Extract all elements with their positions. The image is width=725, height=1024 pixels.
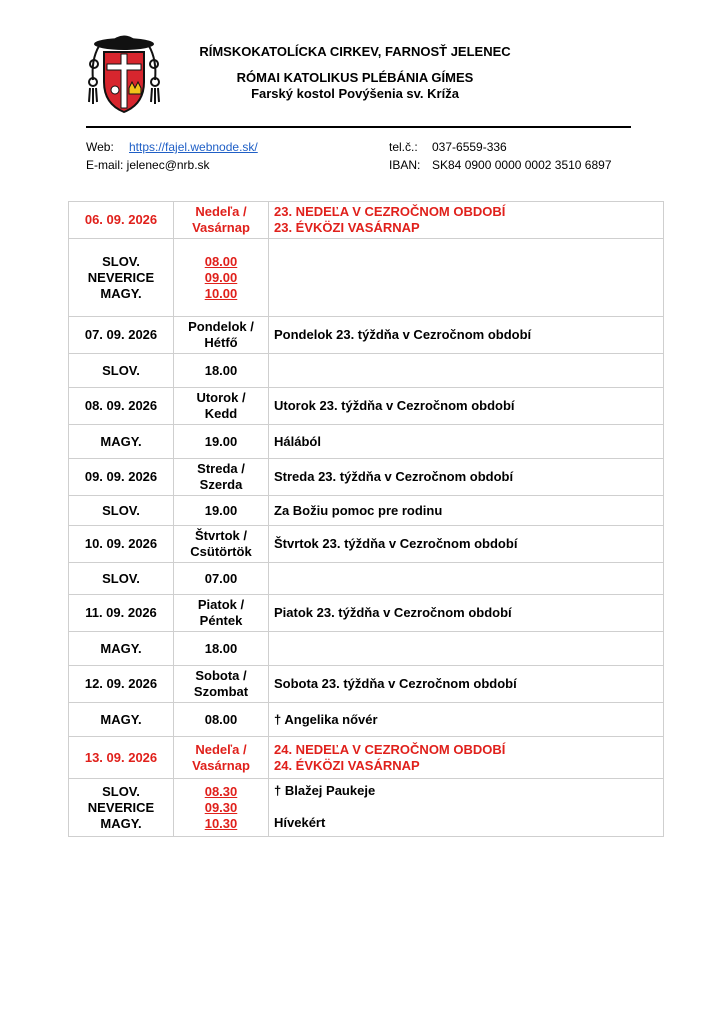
day-cell: Sobota / Szombat <box>174 666 269 703</box>
intention-cell <box>269 632 664 666</box>
table-row <box>69 703 664 737</box>
date-cell: 13. 09. 2026 <box>69 737 174 779</box>
table-row <box>69 459 664 496</box>
intention-cell <box>269 354 664 388</box>
iban-contact <box>389 158 612 173</box>
time-cell: 18.00 <box>174 632 269 666</box>
phone-contact <box>389 140 507 155</box>
liturgy-title-cell: Streda 23. týždňa v Cezročnom období <box>269 459 664 496</box>
table-row <box>69 526 664 563</box>
day-cell: Streda / Szerda <box>174 459 269 496</box>
place-cell: SLOV. NEVERICE MAGY. <box>69 779 174 837</box>
table-row <box>69 239 664 317</box>
table-row <box>69 388 664 425</box>
table-row <box>69 425 664 459</box>
place-cell: MAGY. <box>69 703 174 737</box>
intention-cell: † Blažej Paukeje Hívekért <box>269 779 664 837</box>
table-row <box>69 496 664 526</box>
mass-schedule-table <box>68 201 664 837</box>
table-row <box>69 202 664 239</box>
web-label: Web: <box>86 140 114 154</box>
parish-name-slovak: RÍMSKOKATOLÍCKA CIRKEV, FARNOSŤ JELENEC <box>199 44 511 59</box>
time-cell: 08.30 09.30 10.30 <box>174 779 269 837</box>
table-row <box>69 317 664 354</box>
header-divider <box>86 126 631 128</box>
iban-label: IBAN: <box>389 158 421 172</box>
time-cell: 08.00 09.00 10.00 <box>174 239 269 317</box>
date-cell: 10. 09. 2026 <box>69 526 174 563</box>
day-cell: Nedeľa / Vasárnap <box>174 202 269 239</box>
intention-cell: † Angelika nővér <box>269 703 664 737</box>
date-cell: 11. 09. 2026 <box>69 595 174 632</box>
liturgy-title-cell: Štvrtok 23. týždňa v Cezročnom období <box>269 526 664 563</box>
day-cell: Pondelok / Hétfő <box>174 317 269 354</box>
time-cell: 19.00 <box>174 496 269 526</box>
date-cell: 09. 09. 2026 <box>69 459 174 496</box>
day-cell: Štvrtok / Csütörtök <box>174 526 269 563</box>
table-row <box>69 354 664 388</box>
place-cell: SLOV. <box>69 563 174 595</box>
parish-name-hungarian: RÓMAI KATOLIKUS PLÉBÁNIA GÍMES <box>236 70 474 85</box>
table-row <box>69 632 664 666</box>
day-cell: Piatok / Péntek <box>174 595 269 632</box>
date-cell: 07. 09. 2026 <box>69 317 174 354</box>
date-cell: 08. 09. 2026 <box>69 388 174 425</box>
place-cell: SLOV. <box>69 496 174 526</box>
liturgy-title-cell: Piatok 23. týždňa v Cezročnom období <box>269 595 664 632</box>
phone-label: tel.č.: <box>389 140 418 154</box>
table-row <box>69 563 664 595</box>
liturgy-title-cell: 23. NEDEĽA V CEZROČNOM OBDOBÍ 23. ÉVKÖZI VASÁRNAP <box>269 202 664 239</box>
intention-cell <box>269 239 664 317</box>
intention-cell: Za Božiu pomoc pre rodinu <box>269 496 664 526</box>
liturgy-title-cell: Sobota 23. týždňa v Cezročnom období <box>269 666 664 703</box>
liturgy-title-cell: 24. NEDEĽA V CEZROČNOM OBDOBÍ 24. ÉVKÖZI VASÁRNAP <box>269 737 664 779</box>
church-name: Farský kostol Povýšenia sv. Kríža <box>251 86 459 101</box>
table-row <box>69 779 664 837</box>
place-cell: SLOV. NEVERICE MAGY. <box>69 239 174 317</box>
place-cell: SLOV. <box>69 354 174 388</box>
table-row <box>69 666 664 703</box>
time-cell: 08.00 <box>174 703 269 737</box>
place-cell: MAGY. <box>69 425 174 459</box>
email-contact: E-mail: jelenec@nrb.sk <box>86 158 210 172</box>
website-link[interactable]: https://fajel.webnode.sk/ <box>129 140 258 154</box>
parish-coat-of-arms-icon <box>85 30 163 116</box>
place-cell: MAGY. <box>69 632 174 666</box>
web-contact <box>86 140 258 155</box>
time-cell: 07.00 <box>174 563 269 595</box>
time-cell: 18.00 <box>174 354 269 388</box>
date-cell: 12. 09. 2026 <box>69 666 174 703</box>
liturgy-title-cell: Pondelok 23. týždňa v Cezročnom období <box>269 317 664 354</box>
table-row <box>69 737 664 779</box>
phone-value: 037-6559-336 <box>432 140 507 154</box>
date-cell: 06. 09. 2026 <box>69 202 174 239</box>
table-row <box>69 595 664 632</box>
iban-value: SK84 0900 0000 0002 3510 6897 <box>432 158 612 172</box>
time-cell: 19.00 <box>174 425 269 459</box>
intention-cell <box>269 563 664 595</box>
intention-cell: Hálából <box>269 425 664 459</box>
liturgy-title-cell: Utorok 23. týždňa v Cezročnom období <box>269 388 664 425</box>
day-cell: Nedeľa / Vasárnap <box>174 737 269 779</box>
day-cell: Utorok / Kedd <box>174 388 269 425</box>
